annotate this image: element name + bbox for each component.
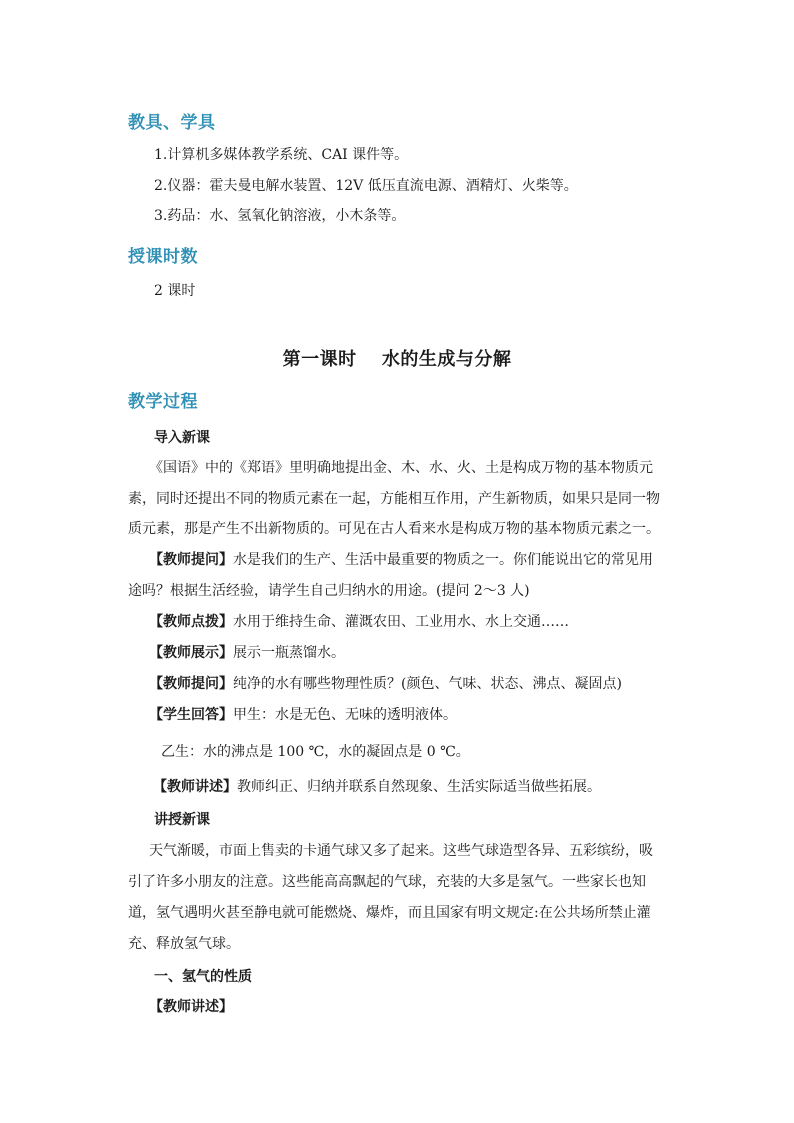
dialog-text: 纯净的水有哪些物理性质？(颜色、气味、状态、沸点、凝固点) xyxy=(233,676,622,692)
dialog-text: 途吗？根据生活经验，请学生自己归纳水的用途。(提问 2～3 人) xyxy=(128,583,530,599)
dialog-line-3 xyxy=(149,612,569,632)
tools-item-3: 3.药品：水、氢氧化钠溶液，小木条等。 xyxy=(154,208,406,224)
new-line-1: 天气渐暖，市面上售卖的卡通气球又多了起来。这些气球造型各异、五彩缤纷，吸 xyxy=(149,843,653,859)
dialog-line-6 xyxy=(149,705,457,725)
dialog-line-5 xyxy=(149,674,622,694)
teacher-explain-line xyxy=(153,777,601,797)
dialog-tag: 【教师提问】 xyxy=(149,676,233,692)
dialog-text: 展示一瓶蒸馏水。 xyxy=(233,645,345,661)
dialog-line-4 xyxy=(149,643,345,663)
dialog-tag: 【教师点拨】 xyxy=(149,614,233,630)
hours-value: 2 课时 xyxy=(154,283,196,299)
intro-heading: 导入新课 xyxy=(154,430,210,446)
intro-line-2: 素，同时还提出不同的物质元素在一起，方能相互作用，产生新物质，如果只是同一物 xyxy=(128,491,660,507)
dialog-text: 水用于维持生命、灌溉农田、工业用水、水上交通…… xyxy=(233,614,569,630)
student-b-answer: 乙生：水的沸点是 100 ℃，水的凝固点是 0 ℃。 xyxy=(161,744,470,760)
tools-item-1: 1.计算机多媒体教学系统、CAI 课件等。 xyxy=(154,147,409,163)
section-hydrogen-properties: 一、氢气的性质 xyxy=(154,969,252,985)
dialog-line-2 xyxy=(128,581,530,601)
new-line-4: 充、释放氢气球。 xyxy=(128,936,240,952)
dialog-tag: 【教师讲述】 xyxy=(153,779,237,795)
last-teacher-tag: 【教师讲述】 xyxy=(149,999,233,1015)
dialog-tag: 【学生回答】 xyxy=(149,707,233,723)
heading-tools: 教具、学具 xyxy=(128,113,216,133)
intro-line-3: 质元素，那是产生不出新物质的。可见在古人看来水是构成万物的基本物质元素之一。 xyxy=(128,521,660,537)
heading-process: 教学过程 xyxy=(128,392,198,412)
dialog-line-1 xyxy=(149,550,653,570)
lesson-title: 第一课时 水的生成与分解 xyxy=(282,349,512,370)
dialog-text: 水是我们的生产、生活中最重要的物质之一。你们能说出它的常见用 xyxy=(233,552,653,568)
intro-line-1: 《国语》中的《郑语》里明确地提出金、木、水、火、土是构成万物的基本物质元 xyxy=(149,460,653,476)
dialog-tag: 【教师展示】 xyxy=(149,645,233,661)
tools-item-2: 2.仪器：霍夫曼电解水装置、12V 低压直流电源、酒精灯、火柴等。 xyxy=(154,178,578,194)
new-line-3: 道，氢气遇明火甚至静电就可能燃烧、爆炸，而且国家有明文规定:在公共场所禁止灌 xyxy=(128,905,651,921)
new-lesson-heading: 讲授新课 xyxy=(154,812,210,828)
dialog-text: 教师纠正、归纳并联系自然现象、生活实际适当做些拓展。 xyxy=(237,779,601,795)
dialog-text: 甲生：水是无色、无味的透明液体。 xyxy=(233,707,457,723)
new-line-2: 引了许多小朋友的注意。这些能高高飘起的气球，充装的大多是氢气。一些家长也知 xyxy=(128,874,646,890)
heading-hours: 授课时数 xyxy=(128,247,198,267)
dialog-tag: 【教师提问】 xyxy=(149,552,233,568)
